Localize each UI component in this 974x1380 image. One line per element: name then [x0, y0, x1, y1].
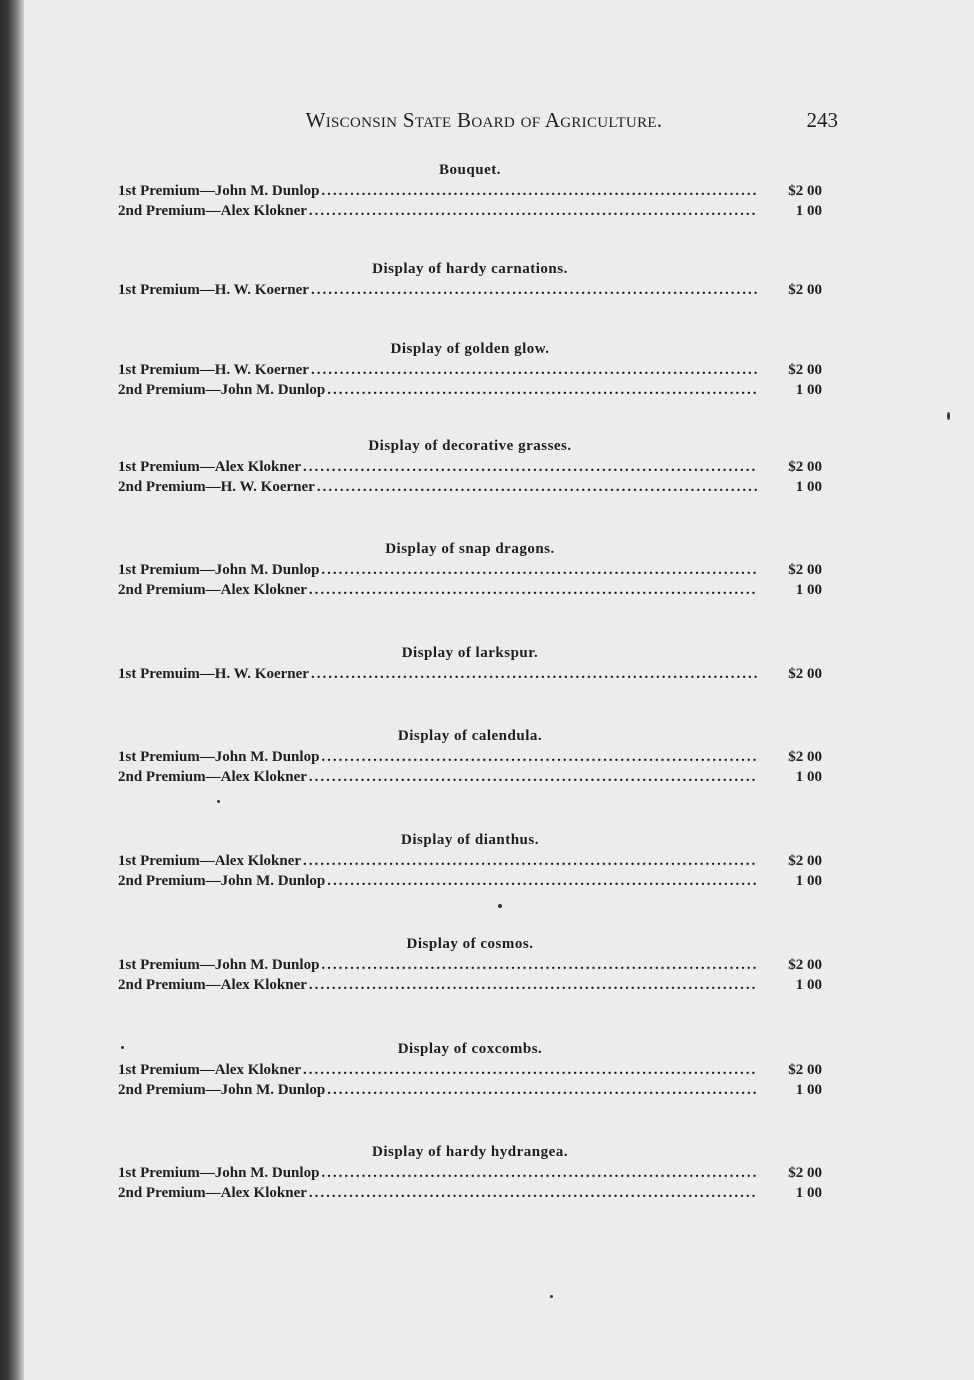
running-head-title: Wisconsin State Board of Agriculture.	[305, 108, 663, 132]
premium-amount: $2 00	[788, 749, 822, 765]
premium-entry	[118, 872, 822, 892]
dot-leader	[309, 1184, 758, 1204]
premium-winner: 2nd Premium—John M. Dunlop	[118, 1081, 326, 1098]
dot-leader	[327, 872, 758, 892]
premium-winner: 2nd Premium—John M. Dunlop	[118, 872, 326, 889]
premium-amount: 1 00	[795, 768, 822, 785]
dot-leader	[309, 202, 758, 222]
premium-entry	[118, 182, 822, 202]
premium-winner: 2nd Premium—Alex Klokner	[118, 1184, 307, 1201]
premium-winner: 1st Premium—Alex Klokner	[118, 1062, 302, 1078]
page-number: 243	[806, 108, 838, 132]
premium-section-larkspur	[118, 643, 822, 685]
premium-amount: $2 00	[788, 957, 822, 973]
dot-leader	[311, 665, 758, 685]
premium-entry	[118, 1081, 822, 1101]
premium-section-decorative-grasses	[118, 436, 822, 497]
dot-leader	[309, 976, 758, 996]
dot-leader	[321, 182, 758, 202]
premium-entry	[118, 976, 822, 996]
dot-leader	[303, 852, 758, 872]
premium-amount: $2 00	[788, 853, 822, 869]
book-binding-edge	[0, 0, 24, 1380]
premium-section-snap-dragons	[118, 539, 822, 600]
dot-leader	[311, 361, 758, 381]
premium-amount: 1 00	[795, 1081, 822, 1098]
premium-winner: 1st Premium—H. W. Koerner	[118, 362, 309, 378]
section-title: Display of decorative grasses.	[368, 438, 572, 454]
premium-entry	[118, 581, 822, 601]
premium-entry	[118, 1061, 822, 1081]
section-title: Display of larkspur.	[401, 645, 539, 661]
premium-amount: 1 00	[795, 381, 822, 398]
premium-amount: 1 00	[795, 202, 822, 219]
premium-entry	[118, 768, 822, 788]
premium-amount: $2 00	[788, 183, 822, 199]
premium-winner: 1st Premium—H. W. Koerner	[118, 282, 309, 298]
premium-amount: 1 00	[795, 976, 822, 993]
premium-amount: 1 00	[795, 581, 822, 598]
premium-amount: $2 00	[788, 666, 822, 682]
premium-entry	[118, 1164, 822, 1184]
premium-section-golden-glow	[118, 339, 822, 400]
premium-entry	[118, 852, 822, 872]
premium-entry	[118, 361, 822, 381]
dot-leader	[321, 956, 758, 976]
paper-speck	[947, 412, 950, 420]
dot-leader	[317, 478, 758, 498]
section-title: Bouquet.	[439, 162, 501, 178]
section-title: Display of coxcombs.	[397, 1041, 543, 1057]
premium-amount: 1 00	[795, 478, 822, 495]
premium-amount: $2 00	[788, 459, 822, 475]
premium-amount: 1 00	[795, 872, 822, 889]
paper-speck	[550, 1295, 553, 1298]
premium-winner: 1st Premium—Alex Klokner	[118, 459, 302, 475]
premium-entry	[118, 956, 822, 976]
paper-speck	[121, 1046, 124, 1049]
paper-speck	[217, 800, 220, 803]
section-title: Display of cosmos.	[406, 936, 534, 952]
premium-entry	[118, 458, 822, 478]
section-title: Display of snap dragons.	[385, 541, 555, 557]
premium-section-calendula	[118, 726, 822, 787]
premium-section-bouquet	[118, 160, 822, 221]
premium-winner: 1st Premium—John M. Dunlop	[118, 562, 320, 578]
premium-winner: 2nd Premium—Alex Klokner	[118, 581, 307, 598]
premium-amount: $2 00	[788, 1062, 822, 1078]
paper-speck	[498, 904, 502, 908]
section-title: Display of calendula.	[397, 728, 543, 744]
book-page	[24, 0, 974, 1380]
dot-leader	[321, 1164, 758, 1184]
dot-leader	[321, 561, 758, 581]
premium-winner: 2nd Premium—Alex Klokner	[118, 202, 307, 219]
premium-section-coxcombs	[118, 1039, 822, 1100]
premium-section-hardy-carnations	[118, 259, 822, 301]
premium-amount: $2 00	[788, 282, 822, 298]
premium-winner: 2nd Premium—Alex Klokner	[118, 976, 307, 993]
section-title: Display of hardy carnations.	[372, 261, 568, 277]
dot-leader	[321, 748, 758, 768]
dot-leader	[327, 381, 758, 401]
premium-section-dianthus	[118, 830, 822, 891]
premium-winner: 1st Premium—John M. Dunlop	[118, 749, 320, 765]
premium-entry	[118, 1184, 822, 1204]
premium-winner: 1st Premium—John M. Dunlop	[118, 183, 320, 199]
dot-leader	[303, 1061, 758, 1081]
premium-entry	[118, 478, 822, 498]
premium-entry	[118, 665, 822, 685]
dot-leader	[311, 281, 758, 301]
premium-entry	[118, 381, 822, 401]
section-title: Display of hardy hydrangea.	[371, 1144, 569, 1160]
premium-winner: 2nd Premium—Alex Klokner	[118, 768, 307, 785]
premium-section-hardy-hydrangea	[118, 1142, 822, 1203]
premium-entry	[118, 281, 822, 301]
premium-entry	[118, 202, 822, 222]
premium-winner: 2nd Premium—H. W. Koerner	[118, 478, 315, 495]
section-title: Display of dianthus.	[401, 832, 539, 848]
dot-leader	[327, 1081, 758, 1101]
premium-winner: 2nd Premium—John M. Dunlop	[118, 381, 326, 398]
premium-amount: $2 00	[788, 1165, 822, 1181]
premium-section-cosmos	[118, 934, 822, 995]
premium-entry	[118, 561, 822, 581]
premium-amount: $2 00	[788, 562, 822, 578]
dot-leader	[303, 458, 758, 478]
premium-winner: 1st Premium—John M. Dunlop	[118, 1165, 320, 1181]
premium-winner: 1st Premuim—H. W. Koerner	[118, 666, 309, 682]
premium-winner: 1st Premium—John M. Dunlop	[118, 957, 320, 973]
premium-winner: 1st Premium—Alex Klokner	[118, 853, 302, 869]
premium-amount: $2 00	[788, 362, 822, 378]
dot-leader	[309, 581, 758, 601]
section-title: Display of golden glow.	[390, 341, 550, 357]
premium-amount: 1 00	[795, 1184, 822, 1201]
premium-entry	[118, 748, 822, 768]
dot-leader	[309, 768, 758, 788]
